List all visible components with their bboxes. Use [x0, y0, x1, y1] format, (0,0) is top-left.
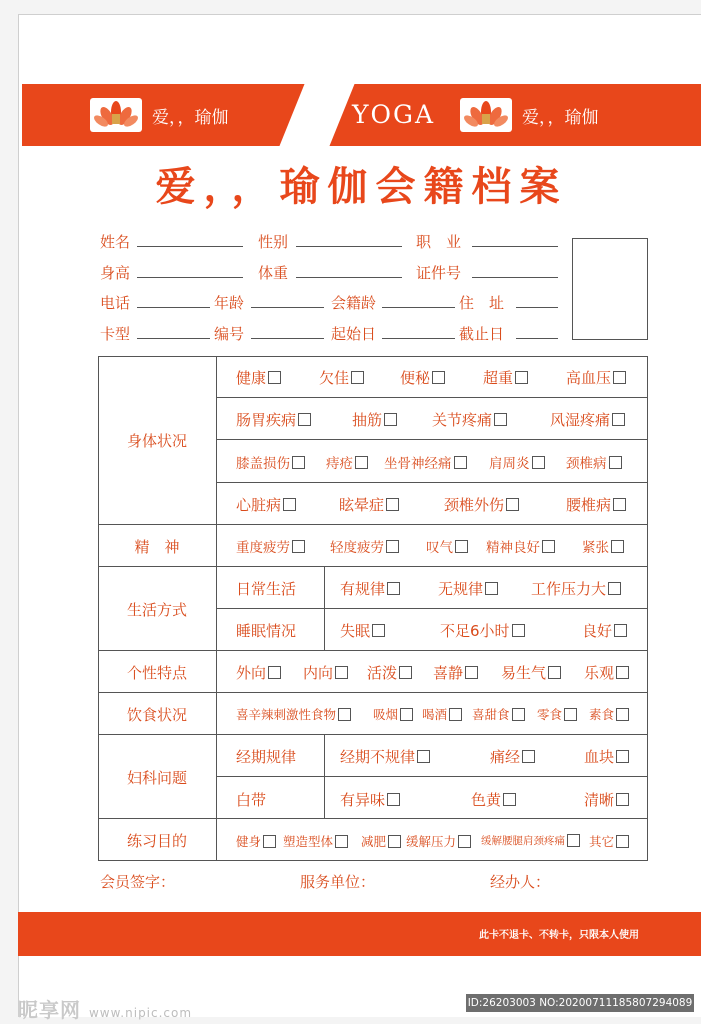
id-number-label: 证件号	[416, 264, 462, 282]
checkbox-icon[interactable]	[387, 793, 400, 806]
option-heavy-fatigue[interactable]: 重度疲劳	[236, 536, 305, 556]
checkbox-icon[interactable]	[512, 708, 525, 721]
card-type-label: 卡型	[100, 325, 131, 343]
checkbox-icon[interactable]	[387, 582, 400, 595]
site-watermark	[18, 994, 192, 1023]
checkbox-icon[interactable]	[335, 835, 348, 848]
membership-age-field[interactable]	[382, 307, 455, 308]
end-date-label: 截止日	[459, 325, 505, 343]
checkbox-icon[interactable]	[548, 666, 561, 679]
row-divider	[216, 608, 648, 609]
checkbox-icon[interactable]	[335, 666, 348, 679]
member-signature-label: 会员签字：	[100, 873, 176, 891]
checkbox-icon[interactable]	[268, 371, 281, 384]
option-sleep-good[interactable]: 良好	[582, 620, 627, 641]
option-smoking[interactable]: 吸烟	[373, 705, 413, 723]
site-url: www.nipic.com	[88, 1006, 193, 1020]
checkbox-icon[interactable]	[449, 708, 462, 721]
age-label: 年龄	[214, 294, 245, 312]
checkbox-icon[interactable]	[400, 708, 413, 721]
checkbox-icon[interactable]	[268, 666, 281, 679]
checkbox-icon[interactable]	[613, 498, 626, 511]
yoga-label: YOGA	[352, 100, 436, 129]
service-unit-label: 服务单位：	[300, 873, 376, 891]
option-drinking[interactable]: 喝酒	[422, 705, 462, 723]
header-bar	[22, 84, 701, 146]
checkbox-icon[interactable]	[564, 708, 577, 721]
checkbox-icon[interactable]	[298, 413, 311, 426]
checkbox-icon[interactable]	[616, 666, 629, 679]
weight-label: 体重	[258, 264, 289, 282]
row-divider	[98, 524, 648, 525]
checkbox-icon[interactable]	[384, 413, 397, 426]
card-number-label: 编号	[214, 325, 245, 343]
option-spicy[interactable]: 喜辛辣刺激性食物	[236, 705, 351, 723]
occupation-label: 职 业	[416, 233, 462, 251]
checkbox-icon[interactable]	[616, 750, 629, 763]
checkbox-icon[interactable]	[386, 540, 399, 553]
row-divider	[216, 482, 648, 483]
membership-age-label: 会籍龄	[331, 294, 377, 312]
option-introvert[interactable]: 内向	[303, 662, 348, 683]
option-joint-pain[interactable]: 关节疼痛	[432, 409, 507, 430]
card-type-field[interactable]	[137, 338, 210, 339]
option-clots[interactable]: 血块	[584, 746, 629, 767]
option-knee-injury[interactable]: 膝盖损伤	[236, 452, 305, 472]
option-work-stress[interactable]: 工作压力大	[531, 578, 621, 599]
practice-goal-label: 练习目的	[126, 832, 187, 850]
lotus-logo-icon	[90, 98, 142, 132]
option-overweight[interactable]: 超重	[483, 367, 528, 388]
option-rheumatism[interactable]: 风湿疼痛	[550, 409, 625, 430]
checkbox-icon[interactable]	[283, 498, 296, 511]
checkbox-icon[interactable]	[338, 708, 351, 721]
footer-note: 此卡不退卡、不转卡，只限本人使用	[479, 930, 639, 941]
diet-label: 饮食状况	[126, 706, 187, 724]
option-lively[interactable]: 活泼	[367, 662, 412, 683]
row-divider	[98, 650, 648, 651]
option-other[interactable]: 其它	[589, 832, 629, 850]
brand-left	[90, 84, 229, 146]
option-fitness[interactable]: 健身	[236, 832, 276, 850]
checkbox-icon[interactable]	[616, 835, 629, 848]
height-field[interactable]	[137, 277, 243, 278]
option-period-irregular[interactable]: 经期不规律	[340, 746, 430, 767]
option-insomnia[interactable]: 失眠	[340, 620, 385, 641]
gynecology-label: 妇科问题	[126, 769, 187, 787]
discharge-label: 白带	[236, 791, 267, 809]
row-divider	[216, 776, 648, 777]
checkbox-icon[interactable]	[292, 456, 305, 469]
checkbox-icon[interactable]	[515, 371, 528, 384]
option-extrovert[interactable]: 外向	[236, 662, 281, 683]
option-weight-loss[interactable]: 减肥	[361, 832, 401, 850]
address-field[interactable]	[516, 307, 558, 308]
start-date-field[interactable]	[382, 338, 455, 339]
col-divider	[324, 734, 325, 818]
checkbox-icon[interactable]	[512, 624, 525, 637]
id-number-field[interactable]	[472, 277, 558, 278]
checkbox-icon[interactable]	[609, 456, 622, 469]
option-irritable[interactable]: 易生气	[501, 662, 561, 683]
phone-field[interactable]	[137, 307, 210, 308]
option-sweets[interactable]: 喜甜食	[472, 705, 525, 723]
period-regular-label: 经期规律	[236, 748, 297, 766]
row-divider	[216, 397, 648, 398]
weight-field[interactable]	[296, 277, 402, 278]
option-healthy[interactable]: 健康	[236, 367, 281, 388]
option-frozen-shoulder[interactable]: 肩周炎	[489, 452, 545, 472]
body-condition-label: 身体状况	[126, 432, 187, 450]
option-dysmenorrhea[interactable]: 痛经	[490, 746, 535, 767]
option-optimistic[interactable]: 乐观	[584, 662, 629, 683]
option-cervical[interactable]: 颈椎病	[566, 452, 622, 472]
handler-label: 经办人：	[490, 873, 551, 891]
checkbox-icon[interactable]	[454, 456, 467, 469]
checkbox-icon[interactable]	[503, 793, 516, 806]
checkbox-icon[interactable]	[292, 540, 305, 553]
checkbox-icon[interactable]	[458, 835, 471, 848]
height-label: 身高	[100, 264, 131, 282]
col-divider	[324, 566, 325, 650]
checkbox-icon[interactable]	[388, 835, 401, 848]
personality-label: 个性特点	[126, 664, 187, 682]
option-regular[interactable]: 有规律	[340, 578, 400, 599]
option-vertigo[interactable]: 眩晕症	[339, 494, 399, 515]
row-divider	[216, 439, 648, 440]
option-heart[interactable]: 心脏病	[236, 494, 296, 515]
checkbox-icon[interactable]	[355, 456, 368, 469]
checkbox-icon[interactable]	[386, 498, 399, 511]
lotus-logo-icon	[460, 98, 512, 132]
option-pain-relief[interactable]: 缓解腰腿肩颈疼痛	[481, 833, 580, 848]
brand-right	[460, 84, 599, 146]
name-field[interactable]	[137, 246, 243, 247]
checkbox-icon[interactable]	[263, 835, 276, 848]
checkbox-icon[interactable]	[485, 582, 498, 595]
sleep-label: 睡眠情况	[236, 622, 297, 640]
col-divider	[216, 356, 217, 861]
option-neck-injury[interactable]: 颈椎外伤	[444, 494, 519, 515]
checkbox-icon[interactable]	[614, 624, 627, 637]
checkbox-icon[interactable]	[532, 456, 545, 469]
option-hypertension[interactable]: 高血压	[566, 367, 626, 388]
checkbox-icon[interactable]	[399, 666, 412, 679]
option-poor[interactable]: 欠佳	[319, 367, 364, 388]
lifestyle-label: 生活方式	[126, 601, 187, 619]
option-hemorrhoids[interactable]: 痔疮	[326, 452, 368, 472]
checkbox-icon[interactable]	[616, 708, 629, 721]
option-irregular[interactable]: 无规律	[438, 578, 498, 599]
gender-label: 性别	[258, 233, 289, 251]
phone-label: 电话	[100, 294, 131, 312]
option-odor[interactable]: 有异味	[340, 789, 400, 810]
checkbox-icon[interactable]	[372, 624, 385, 637]
checkbox-icon[interactable]	[612, 413, 625, 426]
row-divider	[98, 566, 648, 567]
checkbox-icon[interactable]	[465, 666, 478, 679]
checkbox-icon[interactable]	[522, 750, 535, 763]
checkbox-icon[interactable]	[351, 371, 364, 384]
option-sigh[interactable]: 叹气	[426, 536, 468, 556]
option-quiet[interactable]: 喜静	[433, 662, 478, 683]
checkbox-icon[interactable]	[567, 834, 580, 847]
option-light-fatigue[interactable]: 轻度疲劳	[330, 536, 399, 556]
footer-bar	[18, 912, 701, 956]
checkbox-icon[interactable]	[542, 540, 555, 553]
option-snacks[interactable]: 零食	[537, 705, 577, 723]
start-date-label: 起始日	[331, 325, 377, 343]
row-divider	[98, 818, 648, 819]
page-title: 爱，，瑜伽会籍档案	[155, 163, 568, 210]
checkbox-icon[interactable]	[432, 371, 445, 384]
checkbox-icon[interactable]	[611, 540, 624, 553]
daily-life-label: 日常生活	[236, 580, 297, 598]
checkbox-icon[interactable]	[613, 371, 626, 384]
site-name: 昵享网	[18, 998, 81, 1022]
option-clear[interactable]: 清晰	[584, 789, 629, 810]
end-date-field[interactable]	[516, 338, 558, 339]
option-gastro[interactable]: 肠胃疾病	[236, 409, 311, 430]
row-divider	[98, 734, 648, 735]
spirit-label: 精 神	[134, 538, 180, 556]
photo-box[interactable]	[572, 238, 648, 340]
checkbox-icon[interactable]	[417, 750, 430, 763]
brand-right-text: 爱，，瑜伽	[522, 107, 599, 128]
age-field[interactable]	[251, 307, 324, 308]
option-lumbar[interactable]: 腰椎病	[566, 494, 626, 515]
address-label: 住 址	[459, 294, 505, 312]
image-id-watermark: ID:26203003 NO:20200711185807294089	[466, 994, 694, 1012]
option-vegetarian[interactable]: 素食	[589, 705, 629, 723]
option-sciatica[interactable]: 坐骨神经痛	[384, 452, 467, 472]
option-good-spirit[interactable]: 精神良好	[486, 536, 555, 556]
header-divider	[279, 84, 354, 146]
checkbox-icon[interactable]	[455, 540, 468, 553]
option-nervous[interactable]: 紧张	[582, 536, 624, 556]
checkbox-icon[interactable]	[506, 498, 519, 511]
option-yellow[interactable]: 色黄	[471, 789, 516, 810]
option-body-shaping[interactable]: 塑造型体	[283, 832, 348, 850]
card-number-field[interactable]	[251, 338, 324, 339]
name-label: 姓名	[100, 233, 131, 251]
row-divider	[98, 692, 648, 693]
checkbox-icon[interactable]	[608, 582, 621, 595]
option-constipation[interactable]: 便秘	[400, 367, 445, 388]
checkbox-icon[interactable]	[494, 413, 507, 426]
gender-field[interactable]	[296, 246, 402, 247]
option-stress-relief[interactable]: 缓解压力	[406, 832, 471, 850]
occupation-field[interactable]	[472, 246, 558, 247]
option-cramp[interactable]: 抽筋	[352, 409, 397, 430]
checkbox-icon[interactable]	[616, 793, 629, 806]
option-less-6h[interactable]: 不足6小时	[440, 620, 525, 641]
brand-left-text: 爱，，瑜伽	[152, 107, 229, 128]
